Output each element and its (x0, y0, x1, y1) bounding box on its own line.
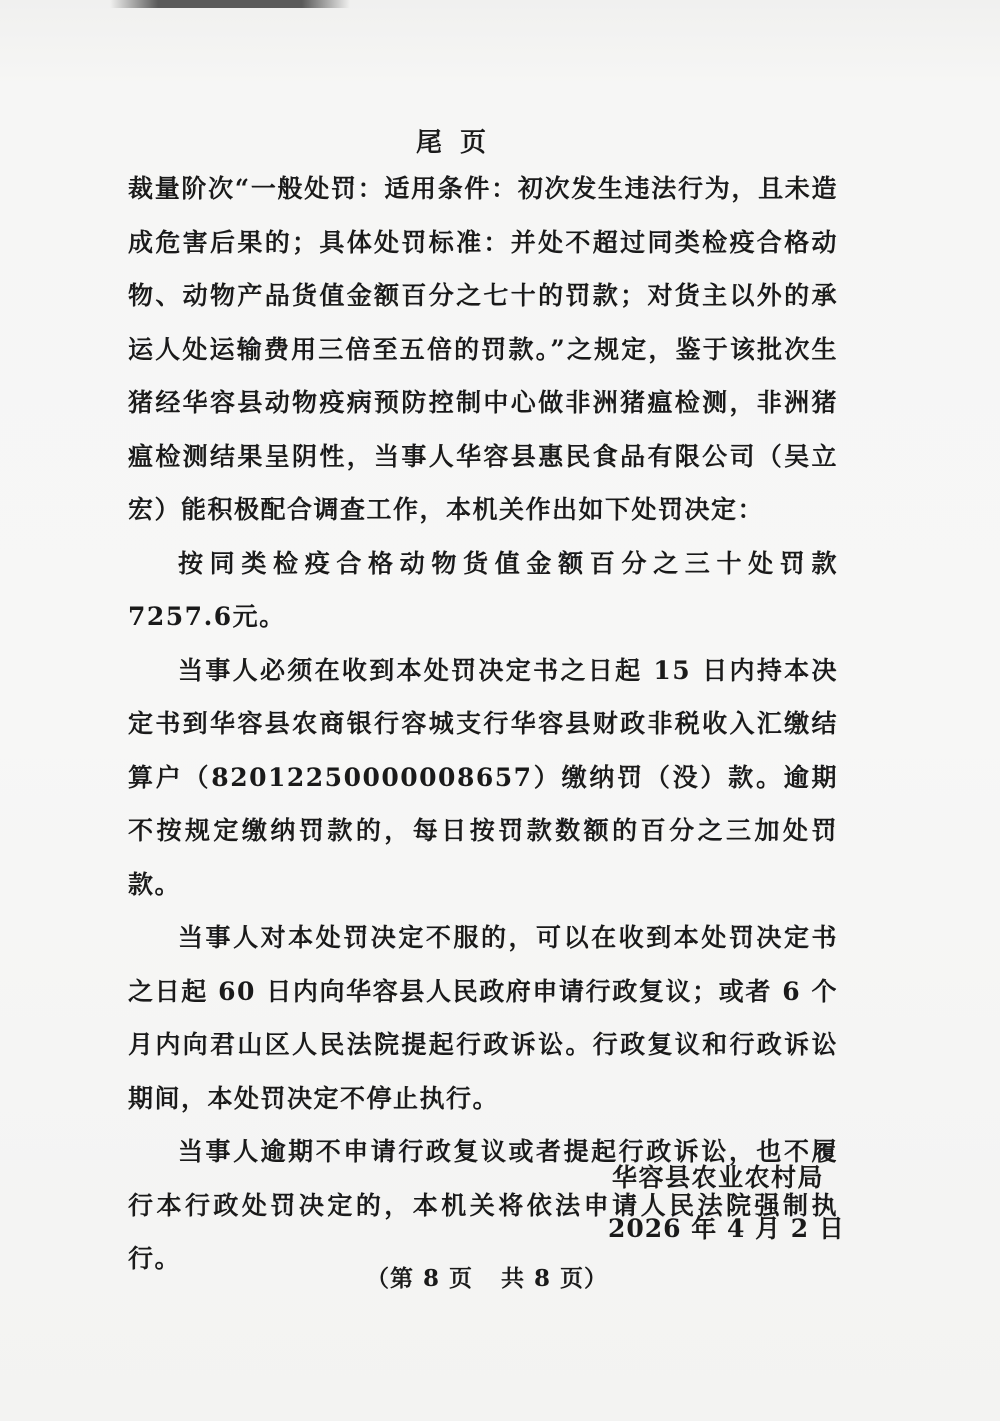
paragraph-appeal-rights: 当事人对本处罚决定不服的，可以在收到本处罚决定书之日起 60 日内向华容县人民政府申请行政复议；或者 6 个月内向君山区人民法院提起行政诉讼。行政复议和行政诉讼期间，本处罚决定不停止执行。 (128, 923, 838, 1113)
paragraph-penalty-decision: 按同类检疫合格动物货值金额百分之三十处罚款 7257.6元。 (128, 548, 838, 631)
paragraph-discretion-basis: 裁量阶次“一般处罚：适用条件：初次发生违法行为，且未造成危害后果的；具体处罚标准：并处不超过同类检疫合格动物、动物产品货值金额百分之七十的罚款；对货主以外的承运人处运输费用三倍至五倍的罚款。”之规定，鉴于该批次生猪经华容县动物疫病预防控制中心做非洲猪瘟检测，非洲猪瘟检测结果呈阴性，当事人华容县惠民食品有限公司（吴立宏）能积极配合调查工作，本机关作出如下处罚决定： (128, 174, 838, 524)
paragraph-enforcement: 当事人逾期不申请行政复议或者提起行政诉讼，也不履行本行政处罚决定的，本机关将依法申请人民法院强制执行。 (128, 1137, 838, 1273)
page-number (366, 1260, 608, 1293)
signature-date: 2026 年 4 月 2 日 (608, 1214, 845, 1243)
page-number-current: （第 8 页 (366, 1265, 474, 1292)
signature-organization: 华容县农业农村局 (612, 1163, 825, 1192)
document-body (128, 162, 838, 1286)
page-number-total: 共 8 页） (501, 1265, 609, 1292)
page-title: 尾页 (415, 128, 504, 158)
scan-shadow (110, 0, 350, 8)
paragraph-payment-instructions: 当事人必须在收到本处罚决定书之日起 15 日内持本决定书到华容县农商银行容城支行华容县财政非税收入汇缴结算户（82012250000008657）缴纳罚（没）款。逾期不按规定缴纳罚款的，每日按罚款数额的百分之三加处罚款。 (128, 655, 838, 899)
